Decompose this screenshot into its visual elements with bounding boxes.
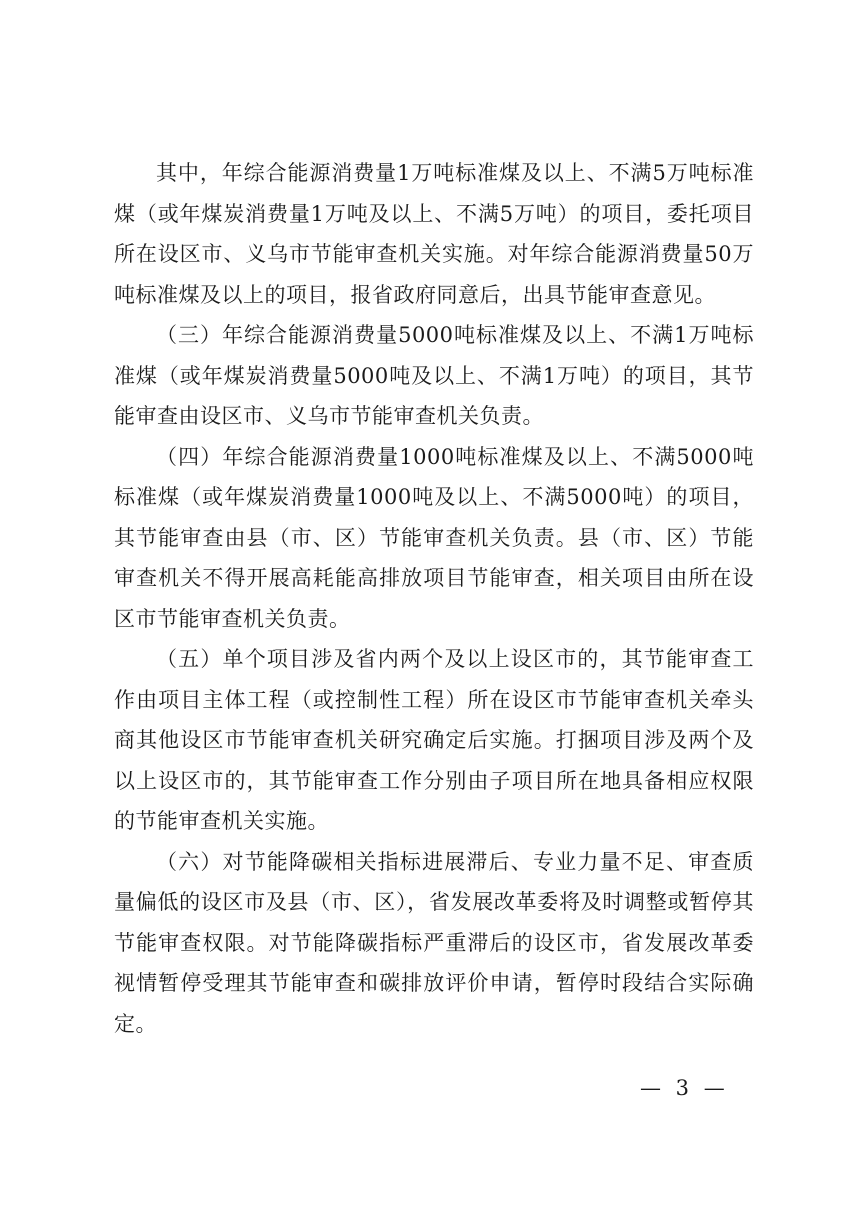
page-number: — 3 — — [640, 1076, 729, 1100]
paragraph-2: （三）年综合能源消费量5000吨标准煤及以上、不满1万吨标准煤（或年煤炭消费量5000吨及以上、不满1万吨）的项目，其节能审查由设区市、义乌市节能审查机关负责。 — [114, 323, 754, 428]
paragraph-1: 其中，年综合能源消费量1万吨标准煤及以上、不满5万吨标准煤（或年煤炭消费量1万吨及以上、不满5万吨）的项目，委托项目所在设区市、义乌市节能审查机关实施。对年综合能源消费量50万吨标准煤及以上的项目，报省政府同意后，出具节能审查意见。 — [114, 161, 754, 307]
paragraph-3: （四）年综合能源消费量1000吨标准煤及以上、不满5000吨标准煤（或年煤炭消费量1000吨及以上、不满5000吨）的项目，其节能审查由县（市、区）节能审查机关负责。县（市、区）节能审查机关不得开展高耗能高排放项目节能审查，相关项目由所在设区市节能审查机关负责。 — [114, 444, 754, 631]
paragraph-4: （五）单个项目涉及省内两个及以上设区市的，其节能审查工作由项目主体工程（或控制性工程）所在设区市节能审查机关牵头商其他设区市节能审查机关研究确定后实施。打捆项目涉及两个及以上设区市的，其节能审查工作分别由子项目所在地具备相应权限的节能审查机关实施。 — [114, 647, 754, 833]
document-body — [114, 153, 754, 1044]
paragraph-5: （六）对节能降碳相关指标进展滞后、专业力量不足、审查质量偏低的设区市及县（市、区），省发展改革委将及时调整或暂停其节能审查权限。对节能降碳指标严重滞后的设区市，省发展改革委视情暂停受理其节能审查和碳排放评价申请，暂停时段结合实际确定。 — [114, 849, 754, 1036]
